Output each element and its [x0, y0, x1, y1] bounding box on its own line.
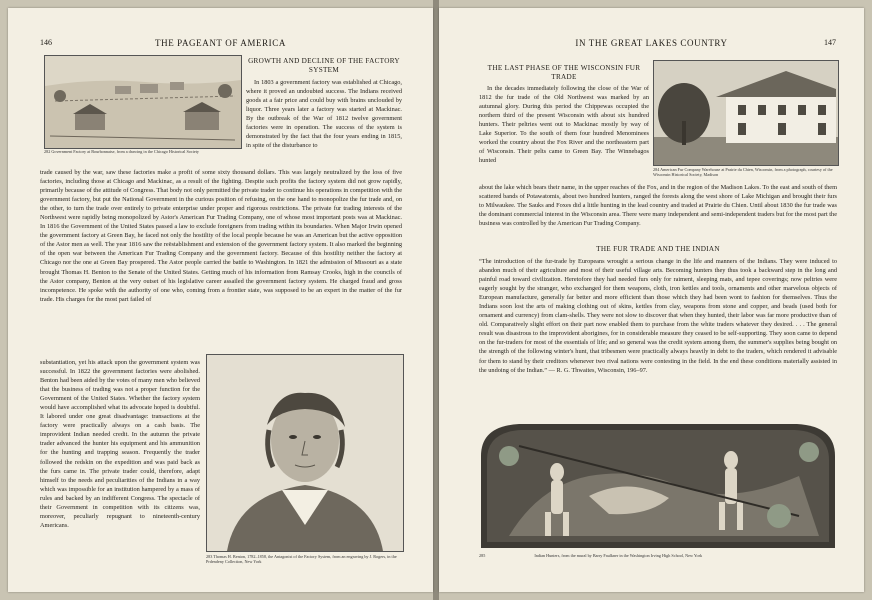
body-text-wide: trade caused by the war, saw these factories make a profit of some sixty thousand dollars. This was largely neutralized by the loss of five factories, including those at Chicago and Mackinac, as a result of the fighting. Despite such profits the factory system did not grow rapidly, primarily because of the attitude of Congress. That body not only permitted the private trader to continue his operations in competition with the government factory, but put the National Government in the curious position of refusing, on the one hand to monopolize the fur trade and, on the other, to turn the trade over entirely to private enterprise under proper and rigorous restrictions. The private fur trading interests of the Northwest were rapidly being monopolized by Astor's American Fur Trading Company, one of whose most important posts was at Mackinac. In 1816 the Government of the United States passed a law to exclude foreigners from trading within its boundaries. When Major Irwin opened the government factory at Green Bay, he faced not only the hostility of the local people because he was an American but the active opposition of the Astor men as well. The year 1816 saw the reëstablishment and extension of the government factory system. It also marked the beginning of the open war between the American Fur Trading Company and the government factory. Because of this hostility neither the factory at Chicago nor the one at Green Bay prospered. The Astor people carried the battle to Washington. In 1821 the admission of Missouri as a state brought Thomas H. Benton to the Senate of the United States. Getting much of his information from Ramsay Crooks, high in the councils of the Astor company, Benton at the very outset of his legislative career assailed the government factory system. He charged fraud and gross incompetence. He spoke with the authority of one who, coming from a frontier state, was supposed to be an expert in the matter of the fur trade. His charges for the most part failed of	[40, 169, 402, 303]
figure-number: 282	[44, 149, 51, 154]
body-text-lower: substantiation, yet his attack upon the government system was successful. In 1822 the government factories were abolished. Benton had been aided by the votes of many men who believed that the business of trading was not a proper function for the Government of the United States. Whether the factory system would have accomplished what its advocate hoped is doubtful. It labored under one great disadvantage: transactions at the factory were practically always on a cash basis. The improvident Indian needed credit. In the autumn the private trader advanced the hunter his equipment and his ammunition for the hunting and trapping season. Frequently the trader followed the redskin on the expedition and was paid back as the furs came in. The private trader could, therefore, adapt himself to the needs and peculiarities of the Indians in a way which was impossible for an institution hampered by a mass of rules and backed by an indifferent Congress. The spectacle of their Government in competition with its citizens was, moreover, peculiarly repugnant to nineteenth-century Americans.	[40, 359, 200, 529]
section-title: THE LAST PHASE OF THE WISCONSIN FUR TRADE	[487, 64, 641, 81]
warehouse-photo-image	[653, 60, 839, 166]
right-page	[439, 8, 864, 592]
running-head: THE PAGEANT OF AMERICA	[155, 38, 286, 48]
figure-number: 284	[653, 167, 660, 172]
figure-caption-text: Government Factory at Bourbonnaise, from a drawing in the Chicago Historical Society	[51, 149, 200, 154]
body-text-column: In 1803 a government factory was established at Chicago, where it proved an undoubted success. The Indians received goods at a fair price and could buy with brains unclouded by liquor. Three years later a factory was started at Mackinac. By the outbreak of the War of 1812 twelve government factories were in operation. The success of the system is demonstrated by the fact that the four years ending in 1815, in spite of the disturbance to	[246, 79, 402, 150]
figure-caption	[479, 553, 837, 558]
figure-caption-text: American Fur Company Warehouse at Prairie du Chien, Wisconsin, from a photograph, courtesy of the Wisconsin Historical Society, Madison	[653, 167, 833, 178]
indian-hunters-mural-image	[479, 416, 837, 550]
section-title: GROWTH AND DECLINE OF THE FACTORY SYSTEM	[248, 57, 400, 74]
figure-caption	[653, 167, 837, 177]
page-number: 146	[40, 38, 52, 47]
left-page	[8, 8, 433, 592]
figure-caption	[44, 149, 240, 154]
body-text-wide: about the lake which bears their name, in the upper reaches of the Fox, and in the region of the Madison Lakes. To the east and south of them scattered bands of Potawatomis, about two hundred hunters, ranged the forests along the west shore of Lake Michigan and brought their furs to Milwaukee. The Sauks and Foxes did a little hunting in the lead country and traded at Prairie du Chien. Until about 1830 the fur trade was the dominant commercial interest in the Wisconsin area. There were many independent and semi-independent traders but for the most part the business was controlled by the American Fur Trading Company.	[479, 184, 837, 228]
quotation-text: “The introduction of the fur-trade by Europeans wrought a serious change in the life and manners of the Indians. They were induced to abandon much of their agriculture and most of their useful village arts. Becoming hunters they thus took a backward step in the long and painful road toward civilization. Heretofore they had needed furs only for raiment, sleeping mats, and tepee coverings; now peltries were eagerly sought by the stranger, who exchanged for them weapons, cloth, iron kettles and tools, ornaments and other marvelous objects of European manufacture, generally far better and more efficient than those which they had been wont to fashion for themselves. Thus the Indians soon lost the arts of making clothing out of skins, kettles from clay, weapons from stone and copper, and beads (used both for ornament and currency) from clam-shells. They were not slow to discover that when they hunted, their labor was far more productive than of old. Comparatively slight effort on their part now enabled them to purchase from the white traders whatever they desired. . . . The general result was disastrous to the improvident aborigines, for in considerable measure they ceased to be self-supporting. They soon came to depend on the fur-traders for most of the essentials of life; and so general was the credit system among them, the summer's supplies being bought on the strength of the following winter's hunt, that tribesmen were practically always heavily in debt to the traders, which rendered it advisable for them to stand by their creditors whenever two rival nations were contesting in the field. In the end these conditions materially assisted in the undoing of the Indian.” — R. G. Thwaites, Wisconsin, 196–97.	[479, 258, 837, 374]
factory-drawing-image	[44, 55, 242, 149]
running-head: IN THE GREAT LAKES COUNTRY	[575, 38, 728, 48]
benton-portrait-image	[206, 354, 404, 552]
figure-caption	[206, 554, 402, 564]
body-text-column: In the decades immediately following the close of the War of 1812 the fur trade of the Old Northwest was marked by an autumnal glory. During this period the Chippewas occupied the northern third of the present Wisconsin with about six hundred hunters. Their peltries went out to Mackinac mostly by way of Lake Superior. To the south of them four hundred Menominees worked the country about the Fox River and the northeastern part of Wisconsin. Their pelts came to Green Bay. The Winnebagos hunted	[479, 85, 649, 165]
figure-caption-text: Indian Hunters, from the mural by Barry Faulkner in the Washington Irving High School, New York	[534, 553, 703, 558]
figure-number: 285	[479, 553, 486, 558]
page-number: 147	[824, 38, 836, 47]
figure-caption-text: Thomas H. Benton, 1782–1858, the Antagonist of the Factory System, from an engraving by J. Rogers, in the Prdendeny Collection, New York	[206, 554, 397, 565]
figure-number: 283	[206, 554, 213, 559]
section-title: THE FUR TRADE AND THE INDIAN	[596, 245, 720, 253]
